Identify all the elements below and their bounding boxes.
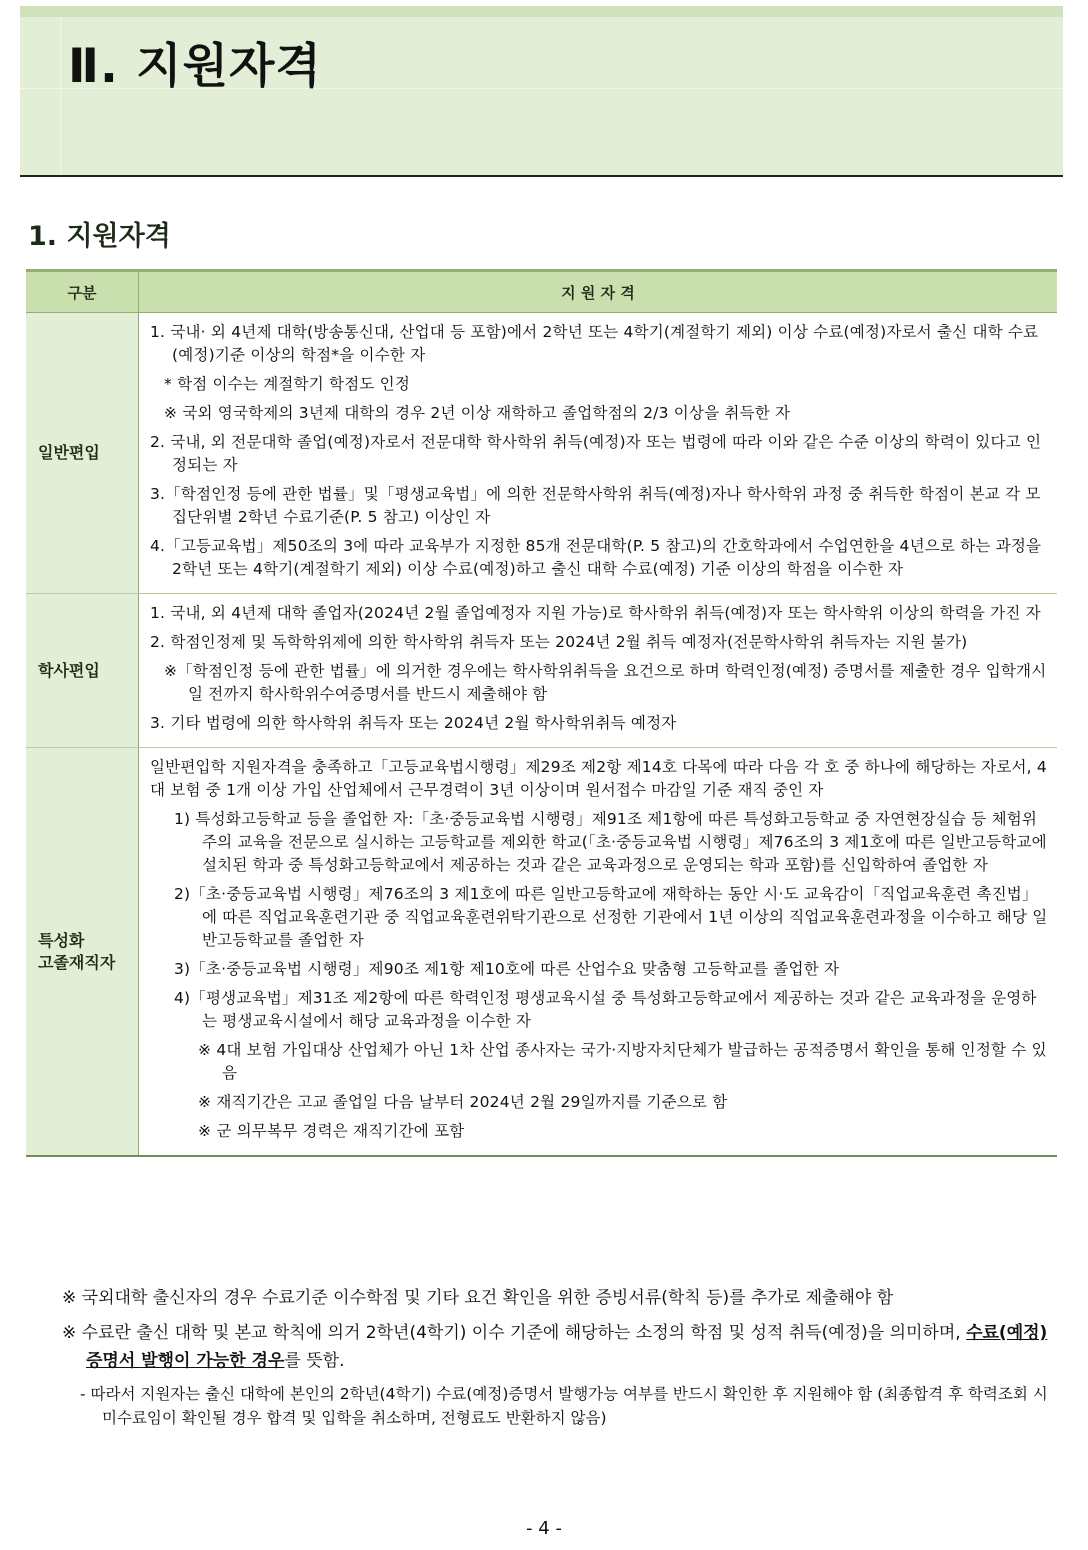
note-item: * 학점 이수는 계절학기 학점도 인정 [164, 375, 411, 393]
page-number: - 4 - [526, 1518, 562, 1539]
qualification-cell [139, 313, 1058, 594]
table-row-bachelor-transfer [26, 594, 1057, 748]
list-item: 1. 국내, 외 4년제 대학 졸업자(2024년 2월 졸업예정자 지원 가능)로 학사학위 취득(예정)자 또는 학사학위 이상의 학력을 가진 자 [150, 604, 1041, 622]
footnote-completion-definition [62, 1319, 1058, 1375]
note-item: ※ 4대 보험 가입대상 산업체가 아닌 1차 산업 종사자는 국가·지방자치단체가 발급하는 공적증명서 확인을 통해 인정할 수 있음 [198, 1041, 1047, 1082]
chapter-banner [20, 6, 1063, 176]
intro-text: 일반편입학 지원자격을 충족하고「고등교육법시행령」제29조 제2항 제14호 다목에 따라 다음 각 호 중 하나에 해당하는 자로서, 4대 보험 중 1개 이상 가입 산업체에서 근무경력이 3년 이상이며 원서접수 마감일 기준 재직 중인 자 [150, 758, 1047, 799]
footnote-text: ※ 수료란 출신 대학 및 본교 학칙에 의거 2학년(4학기) 이수 기준에 해당하는 소정의 학점 및 성적 취득(예정)을 의미하며, [62, 1323, 967, 1343]
list-item: 3)「초·중등교육법 시행령」제90조 제1항 제10호에 따른 산업수요 맞춤형 고등학교를 졸업한 자 [174, 960, 840, 978]
list-item: 4)「평생교육법」제31조 제2항에 따른 학력인정 평생교육시설 중 특성화고등학교에서 제공하는 것과 같은 교육과정을 운영하는 평생교육시설에서 해당 교육과정을 이수한 자 [174, 989, 1037, 1030]
list-item: 2. 학점인정제 및 독학학위제에 의한 학사학위 취득자 또는 2024년 2월 취득 예정자(전문학사학위 취득자는 지원 불가) [150, 633, 968, 651]
list-item: 4.「고등교육법」제50조의 3에 따라 교육부가 지정한 85개 전문대학(P. 5 참고)의 간호학과에서 수업연한을 4년으로 하는 과정을 2학년 또는 4학기(계절학기 제외) 이상 수료(예정)하고 출신 대학 수료(예정) 기준 이상의 학점을 이수한 자 [150, 537, 1042, 578]
note-item: ※ 군 의무복무 경력은 재직기간에 포함 [198, 1122, 465, 1140]
category-cell: 특성화 고졸재직자 [26, 748, 139, 1157]
footnote-foreign-university: ※ 국외대학 출신자의 경우 수료기준 이수학점 및 기타 요건 확인을 위한 증빙서류(학칙 등)를 추가로 제출해야 함 [62, 1288, 894, 1308]
table-row-vocational-employee [26, 748, 1057, 1157]
qualification-cell [139, 594, 1058, 748]
list-item: 3. 기타 법령에 의한 학사학위 취득자 또는 2024년 2월 학사학위취득 예정자 [150, 714, 677, 732]
list-item: 1) 특성화고등학교 등을 졸업한 자:「초·중등교육법 시행령」제91조 제1항에 따른 특성화고등학교 중 자연현장실습 등 체험위주의 교육을 전문으로 실시하는 고등학교를 제외한 학교(「초·중등교육법 시행령」제76조의 3 제1호에 따른 일반고등학교에 설치된 학과 중 특성화고등학교에서 제공하는 것과 같은 교육과정으로 운영되는 학과 포함)를 신입학하여 졸업한 자 [174, 810, 1047, 874]
banner-divider [60, 17, 61, 176]
section-title: 1. 지원자격 [28, 221, 171, 252]
qualification-cell [139, 748, 1058, 1157]
footnote-text: 를 뜻함. [284, 1351, 345, 1371]
header-qualification: 지 원 자 격 [139, 271, 1058, 313]
footnote-subnote: - 따라서 지원자는 출신 대학에 본인의 2학년(4학기) 수료(예정)증명서 발행가능 여부를 반드시 확인한 후 지원해야 함 (최종합격 후 학력조회 시 미수료임이 확인될 경우 합격 및 입학을 취소하며, 전형료도 반환하지 않음) [80, 1385, 1048, 1427]
note-item: ※ 국외 영국학제의 3년제 대학의 경우 2년 이상 재학하고 졸업학점의 2/3 이상을 취득한 자 [164, 404, 791, 422]
category-cell: 학사편입 [26, 594, 139, 748]
footnotes [62, 1284, 1058, 1430]
list-item: 2. 국내, 외 전문대학 졸업(예정)자로서 전문대학 학사학위 취득(예정)자 또는 법령에 따라 이와 같은 수준 이상의 학력이 있다고 인정되는 자 [150, 433, 1042, 474]
list-item: 1. 국내· 외 4년제 대학(방송통신대, 산업대 등 포함)에서 2학년 또는 4학기(계절학기 제외) 이상 수료(예정)자로서 출신 대학 수료(예정)기준 이상의 학점*을 이수한 자 [150, 323, 1039, 364]
qualification-table [26, 269, 1057, 1157]
list-item: 2)「초·중등교육법 시행령」제76조의 3 제1호에 따른 일반고등학교에 재학하는 동안 시·도 교육감이「직업교육훈련 촉진법」에 따른 직업교육훈련기관 중 직업교육훈련위탁기관으로 선정한 기관에서 1년 이상의 직업교육훈련과정을 이수하고 해당 일반고등학교를 졸업한 자 [174, 885, 1048, 949]
category-cell: 일반편입 [26, 313, 139, 594]
chapter-rule [20, 175, 1063, 177]
note-item: ※ 재직기간은 고교 졸업일 다음 날부터 2024년 2월 29일까지를 기준으로 함 [198, 1093, 728, 1111]
footnote-emphasis: 수료(예정)증명서 발행이 가능한 경우 [86, 1323, 1048, 1371]
header-category: 구분 [26, 271, 139, 313]
chapter-title: Ⅱ. 지원자격 [68, 39, 322, 94]
table-row-general-transfer [26, 313, 1057, 594]
note-item: ※「학점인정 등에 관한 법률」에 의거한 경우에는 학사학위취득을 요건으로 하며 학력인정(예정) 증명서를 제출한 경우 입학개시일 전까지 학사학위수여증명서를 반드시 제출해야 함 [164, 662, 1047, 703]
list-item: 3.「학점인정 등에 관한 법률」및「평생교육법」에 의한 전문학사학위 취득(예정)자나 학사학위 과정 중 취득한 학점이 본교 각 모집단위별 2학년 수료기준(P. 5 참고) 이상인 자 [150, 485, 1041, 526]
table-header-row [26, 271, 1057, 313]
